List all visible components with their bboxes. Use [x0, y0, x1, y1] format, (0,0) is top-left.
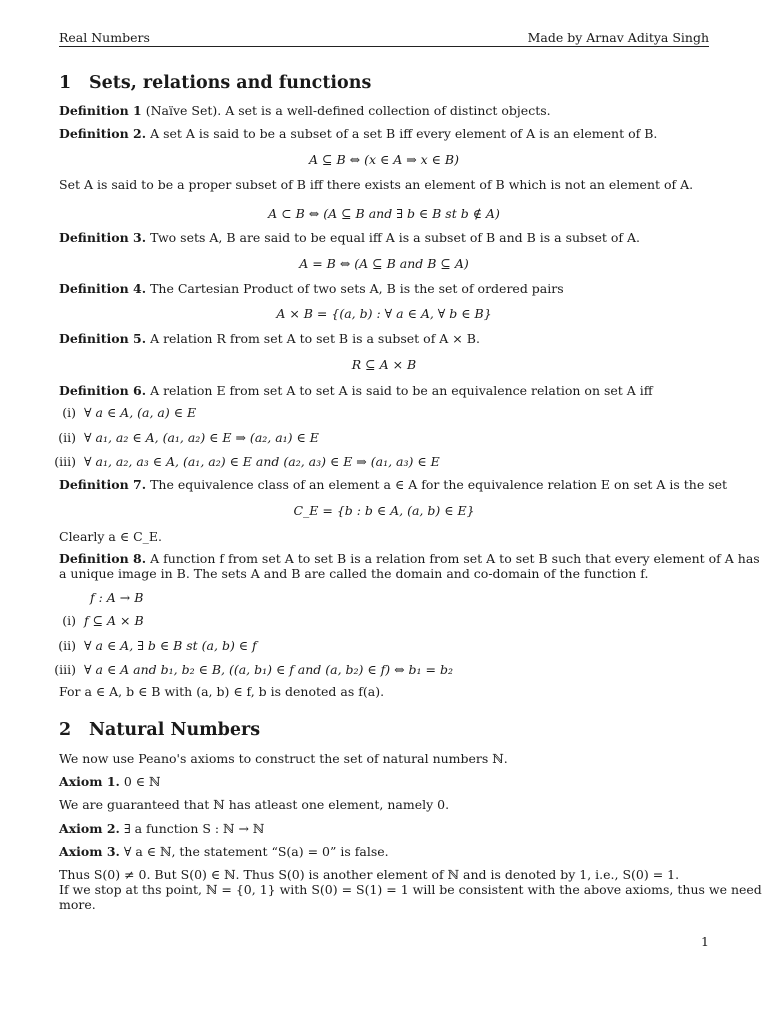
definition-text: A relation E from set A to set A is said to be an equivalence relation on set A iff: [150, 383, 653, 398]
definition-5: [59, 331, 480, 346]
definition-text: Two sets A, B are said to be equal iff A is a subset of B and B is a subset of A.: [150, 230, 640, 245]
definition-label: Definition 1: [59, 103, 142, 118]
definition-3: [59, 230, 640, 245]
definition-6: [59, 383, 653, 398]
axiom-label: Axiom 2.: [59, 821, 120, 836]
definition-label: Definition 7.: [59, 477, 147, 492]
definition-1: [59, 103, 551, 118]
list-item-text: ∀ a₁, a₂, a₃ ∈ A, (a₁, a₂) ∈ E and (a₂, a₃) ∈ E ⇒ (a₁, a₃) ∈ E: [84, 454, 440, 469]
definition-label: Definition 2.: [59, 126, 147, 141]
equation-relation: R ⊆ A × B: [351, 357, 417, 372]
list-item-label: (iii): [54, 454, 76, 469]
definition-label: Definition 4.: [59, 281, 147, 296]
definition-8-continued: a unique image in B. The sets A and B are called the domain and co-domain of the function f.: [59, 566, 649, 581]
definition-2: [59, 126, 657, 141]
paragraph-line: more.: [59, 897, 96, 912]
definition-text: A relation R from set A to set B is a subset of A × B.: [150, 331, 480, 346]
list-item-text: f ⊆ A × B: [84, 613, 144, 628]
function-mapping: f : A → B: [90, 590, 144, 605]
section-heading-2: [59, 720, 260, 740]
definition-8: [59, 551, 760, 566]
list-item: [48, 405, 196, 420]
clearly-statement: Clearly a ∈ C_E.: [59, 529, 162, 544]
equation-equivalence-class: C_E = {b : b ∈ A, (a, b) ∈ E}: [293, 503, 475, 518]
definition-label: Definition 8.: [59, 551, 147, 566]
list-item-label: (ii): [58, 430, 76, 445]
definition-text: The Cartesian Product of two sets A, B is the set of ordered pairs: [150, 281, 564, 296]
list-item: [48, 613, 144, 628]
natural-numbers-intro: We now use Peano's axioms to construct the set of natural numbers ℕ.: [59, 751, 508, 766]
list-item: [48, 662, 453, 677]
proper-subset-text: Set A is said to be a proper subset of B iff there exists an element of B which is not an element of A.: [59, 177, 694, 192]
guarantee-text: We are guaranteed that ℕ has atleast one element, namely 0.: [59, 797, 450, 812]
section-heading-1: [59, 73, 371, 93]
section-title: Sets, relations and functions: [89, 73, 372, 93]
list-item-text: ∀ a ∈ A, ∃ b ∈ B st (a, b) ∈ f: [84, 638, 257, 653]
equation-proper-subset: A ⊂ B ⇔ (A ⊆ B and ∃ b ∈ B st b ∉ A): [268, 206, 500, 221]
definition-text: A set A is said to be a subset of a set B iff every element of A is an element of B.: [150, 126, 658, 141]
page-number: 1: [701, 934, 709, 949]
list-item-text: ∀ a ∈ A, (a, a) ∈ E: [84, 405, 197, 420]
equation-cartesian-product: A × B = {(a, b) : ∀ a ∈ A, ∀ b ∈ B}: [276, 306, 492, 321]
definition-label: Definition 3.: [59, 230, 147, 245]
axiom-label: Axiom 3.: [59, 844, 120, 859]
running-header-title: Real Numbers: [59, 30, 150, 45]
list-item: [48, 430, 319, 445]
axiom-2: [59, 821, 264, 836]
paragraph-line: Thus S(0) ≠ 0. But S(0) ∈ ℕ. Thus S(0) is another element of ℕ and is denoted by 1, i.e., S(0) = 1.: [59, 867, 680, 882]
equation-equal-sets: A = B ⇔ (A ⊆ B and B ⊆ A): [299, 256, 469, 271]
definition-label: Definition 6.: [59, 383, 147, 398]
definition-text: The equivalence class of an element a ∈ A for the equivalence relation E on set A is the set: [150, 477, 728, 492]
definition-text: A function f from set A to set B is a relation from set A to set B such that every element of A has: [150, 551, 760, 566]
definition-7: [59, 477, 727, 492]
list-item-label: (i): [62, 613, 76, 628]
paragraph-line: If we stop at ths point, ℕ = {0, 1} with S(0) = S(1) = 1 will be consistent with the above axioms, thus we need: [59, 882, 762, 897]
section-title: Natural Numbers: [89, 720, 261, 740]
list-item-label: (iii): [54, 662, 76, 677]
list-item-text: ∀ a ∈ A and b₁, b₂ ∈ B, ((a, b₁) ∈ f and (a, b₂) ∈ f) ⇔ b₁ = b₂: [84, 662, 454, 677]
list-item: [48, 454, 440, 469]
section-number: 1: [59, 73, 72, 93]
axiom-text: ∀ a ∈ ℕ, the statement “S(a) = 0” is false.: [123, 844, 389, 859]
axiom-label: Axiom 1.: [59, 774, 120, 789]
axiom-3: [59, 844, 389, 859]
list-item-label: (ii): [58, 638, 76, 653]
equation-subset: A ⊆ B ⇔ (x ∈ A ⇒ x ∈ B): [309, 152, 459, 167]
definition-4: [59, 281, 564, 296]
axiom-1: [59, 774, 160, 789]
section-number: 2: [59, 720, 72, 740]
definition-text: (Naïve Set). A set is a well-defined collection of distinct objects.: [145, 103, 551, 118]
definition-label: Definition 5.: [59, 331, 147, 346]
function-notation-text: For a ∈ A, b ∈ B with (a, b) ∈ f, b is denoted as f(a).: [59, 684, 385, 699]
running-header-author: Made by Arnav Aditya Singh: [527, 30, 709, 45]
list-item-label: (i): [62, 405, 76, 420]
header-rule: [59, 46, 709, 47]
list-item: [48, 638, 257, 653]
axiom-text: ∃ a function S : ℕ → ℕ: [123, 821, 265, 836]
list-item-text: ∀ a₁, a₂ ∈ A, (a₁, a₂) ∈ E ⇒ (a₂, a₁) ∈ E: [84, 430, 319, 445]
axiom-text: 0 ∈ ℕ: [123, 774, 161, 789]
